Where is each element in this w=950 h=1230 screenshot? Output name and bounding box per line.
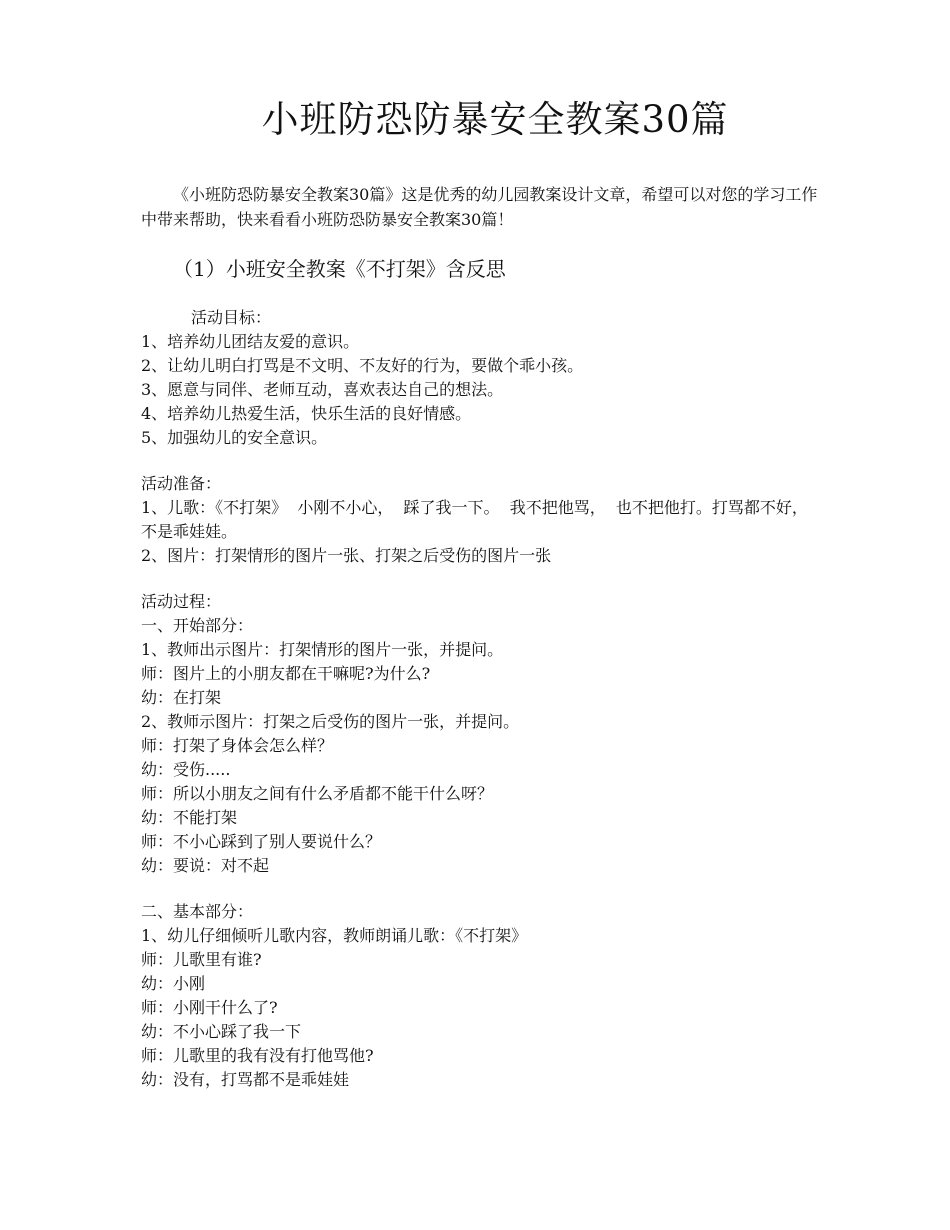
goal-item: 2、让幼儿明白打骂是不文明、不友好的行为，要做个乖小孩。	[141, 356, 584, 375]
process-line: 师：打架了身体会怎么样？	[141, 736, 334, 755]
preparation-item: 1、儿歌：《不打架》 小刚不小心， 踩了我一下。 我不把他骂， 也不把他打。打骂都不好， 不是乖娃娃。	[141, 498, 819, 541]
process-line: 幼：受伤.....	[141, 760, 231, 779]
section-heading: （1）小班安全教案《不打架》含反思	[173, 257, 506, 281]
preparation-heading: 活动准备：	[141, 474, 222, 493]
activity-process	[141, 590, 821, 878]
basic-line: 幼：小刚	[141, 974, 206, 993]
process-line: 师：所以小朋友之间有什么矛盾都不能干什么呀？	[141, 784, 494, 803]
goal-item: 3、愿意与同伴、老师互动，喜欢表达自己的想法。	[141, 380, 504, 399]
preparation-item: 2、图片：打架情形的图片一张、打架之后受伤的图片一张	[141, 546, 552, 565]
process-line: 1、教师出示图片：打架情形的图片一张，并提问。	[141, 640, 504, 659]
document-body	[141, 182, 821, 1092]
process-line: 幼：在打架	[141, 688, 222, 707]
process-line: 幼：要说：对不起	[141, 856, 270, 875]
goal-item: 4、培养幼儿热爱生活，快乐生活的良好情感。	[141, 404, 472, 423]
basic-part	[141, 900, 821, 1092]
process-heading: 活动过程：	[141, 592, 222, 611]
goals-heading: 活动目标：	[191, 308, 272, 327]
activity-preparation	[141, 472, 821, 568]
process-line: 幼：不能打架	[141, 808, 238, 827]
basic-line: 师：小刚干什么了?	[141, 998, 278, 1017]
basic-line: 幼：不小心踩了我一下	[141, 1022, 302, 1041]
intro-paragraph: 《小班防恐防暴安全教案30篇》这是优秀的幼儿园教案设计文章，希望可以对您的学习工作中带来帮助，快来看看小班防恐防暴安全教案30篇！	[141, 185, 818, 229]
process-line: 一、开始部分：	[141, 616, 254, 635]
process-line: 师：不小心踩到了别人要说什么？	[141, 832, 382, 851]
basic-line: 师：儿歌里有谁?	[141, 950, 262, 969]
basic-line: 1、幼儿仔细倾听儿歌内容，教师朗诵儿歌：《不打架》	[141, 926, 528, 945]
document-title: 小班防恐防暴安全教案30篇	[261, 98, 729, 141]
goal-item: 5、加强幼儿的安全意识。	[141, 428, 328, 447]
basic-line: 幼：没有，打骂都不是乖娃娃	[141, 1070, 350, 1089]
basic-line: 二、基本部分：	[141, 902, 254, 921]
activity-goals	[141, 306, 821, 450]
process-line: 2、教师示图片：打架之后受伤的图片一张，并提问。	[141, 712, 520, 731]
basic-line: 师：儿歌里的我有没有打他骂他?	[141, 1046, 374, 1065]
process-line: 师：图片上的小朋友都在干嘛呢?为什么?	[141, 664, 431, 683]
goal-item: 1、培养幼儿团结友爱的意识。	[141, 332, 360, 351]
